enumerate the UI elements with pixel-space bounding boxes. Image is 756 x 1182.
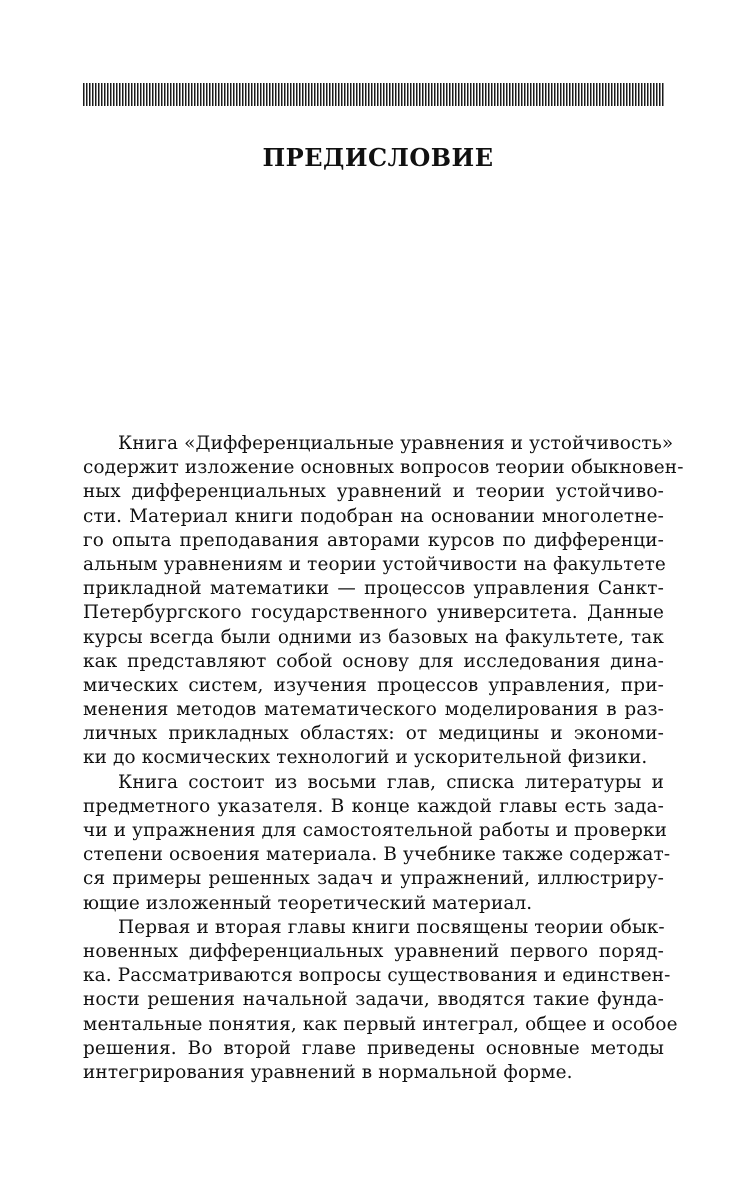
- text-line: мических систем, изучения процессов управления, при-: [83, 674, 664, 696]
- body-text: [83, 432, 684, 1085]
- paragraph-3: [83, 916, 678, 1085]
- text-line: курсы всегда были одними из базовых на факультете, так: [83, 626, 664, 648]
- paragraph-2: [83, 771, 671, 916]
- text-line: ки до космических технологий и ускорительной физики.: [83, 747, 648, 769]
- text-line: решения. Во второй главе приведены основные методы: [83, 1037, 664, 1059]
- text-line: го опыта преподавания авторами курсов по дифференци-: [83, 529, 664, 551]
- text-line: предметного указателя. В конце каждой главы есть зада-: [83, 795, 664, 817]
- text-line: ющие изложенный теоретический материал.: [83, 892, 533, 914]
- text-line: ности решения начальной задачи, вводятся такие фунда-: [83, 989, 664, 1011]
- text-line: Книга состоит из восьми глав, списка литературы и: [118, 771, 664, 793]
- text-line: личных прикладных областях: от медицины и экономи-: [83, 723, 664, 745]
- text-line: альным уравнениям и теории устойчивости на факультете: [83, 553, 666, 575]
- text-line: Петербургского государственного университета. Данные: [83, 602, 664, 624]
- text-line: интегрирования уравнений в нормальной форме.: [83, 1061, 573, 1083]
- text-line: Первая и вторая главы книги посвящены теории обык-: [118, 916, 665, 938]
- text-line: прикладной математики — процессов управления Санкт-: [83, 578, 664, 600]
- text-line: содержит изложение основных вопросов теории обыкновен-: [83, 457, 684, 479]
- text-line: ментальные понятия, как первый интеграл, общее и особое: [83, 1013, 678, 1035]
- paragraph-1: [83, 432, 684, 771]
- text-line: Книга «Дифференциальные уравнения и устойчивость»: [118, 433, 674, 454]
- text-line: степени освоения материала. В учебнике также содержат-: [83, 844, 671, 866]
- decorative-header-rule: [83, 83, 664, 106]
- text-line: новенных дифференциальных уравнений первого поряд-: [83, 940, 664, 962]
- page-title: ПРЕДИСЛОВИЕ: [262, 143, 494, 172]
- text-line: ка. Рассматриваются вопросы существования и единствен-: [83, 965, 671, 987]
- text-line: менения методов математического моделирования в раз-: [83, 699, 664, 721]
- text-line: сти. Материал книги подобран на основании многолетне-: [83, 505, 664, 527]
- text-line: ных дифференциальных уравнений и теории устойчиво-: [83, 481, 664, 503]
- text-line: чи и упражнения для самостоятельной работы и проверки: [83, 820, 668, 841]
- text-line: ся примеры решенных задач и упражнений, иллюстриру-: [83, 868, 664, 890]
- text-line: как представляют собой основу для исследования дина-: [83, 650, 664, 672]
